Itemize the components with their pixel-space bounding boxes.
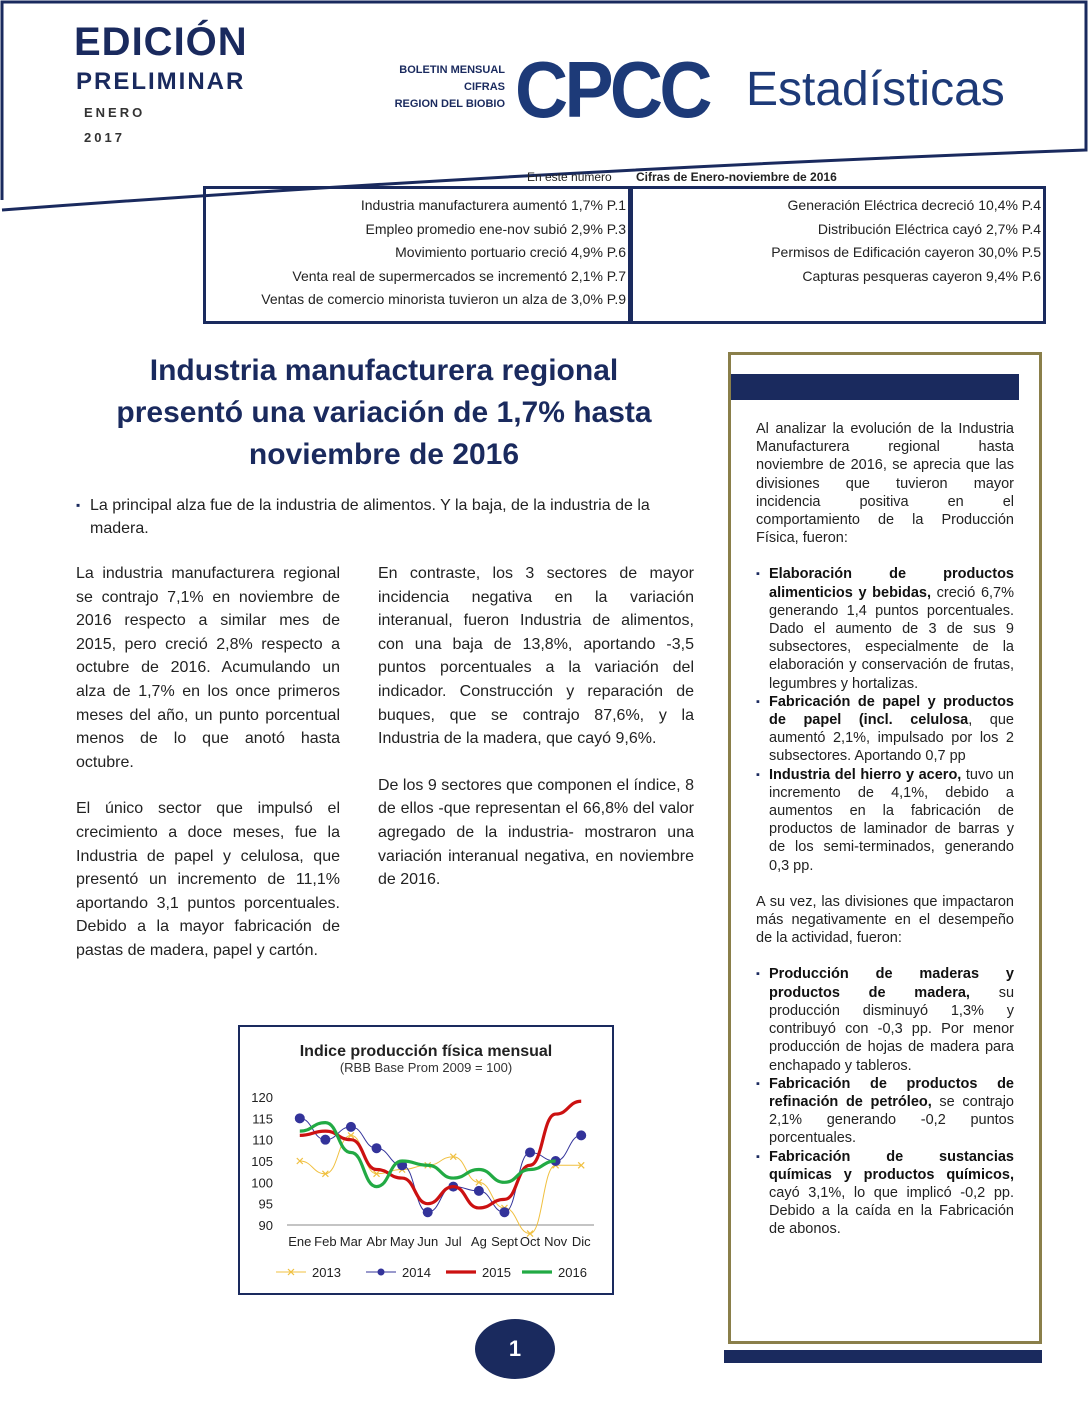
logo-estadisticas: Estadísticas [746, 63, 1005, 116]
toc-item[interactable]: Industria manufacturera aumentó 1,7% P.1 [360, 197, 626, 213]
item-title: Producción de maderas y productos de madera, [769, 966, 1014, 1001]
chart-subtitle: (RBB Base Prom 2009 = 100) [339, 1060, 513, 1075]
edition-year: 2017 [84, 130, 125, 145]
item-text: su producción disminuyó 1,3% y contribuyó con -0,3 pp. Por menor producción de hojas de madera para enchapado y tableros. [769, 984, 1015, 1074]
item-title: Fabricación de sustancias químicas y productos químicos, [769, 1148, 1014, 1183]
legend-label-2015: 2015 [482, 1265, 511, 1280]
y-tick-label: 90 [258, 1218, 273, 1233]
list-item [756, 766, 1014, 875]
toc-left [203, 186, 631, 324]
item-title: Fabricación de productos de refinación de petróleo, [769, 1075, 1014, 1110]
toc-item[interactable]: Capturas pesqueras cayeron 9,4% P.6 [802, 267, 1041, 284]
bulletin-line2: CIFRAS [464, 81, 505, 93]
legend-marker-2014 [378, 1269, 385, 1276]
x-tick-label: Oct [519, 1234, 541, 1249]
toc-item[interactable]: Ventas de comercio minorista tuvieron un alza de 3,0% P.9 [261, 291, 626, 307]
toc-item[interactable]: Generación Eléctrica decreció 10,4% P.4 [787, 197, 1041, 213]
x-tick-label: Dic [571, 1234, 591, 1249]
paragraph: En contraste, los 3 sectores de mayor incidencia negativa en la variación interanual, fueron Industria de alimentos, con una baja de 13,8%, aportando -3,5 puntos porcentuales a la variación del indicador. Construcción y reparación de buques, que se contrajo 87,6%, y la Industria de la madera, que cayó 9,6%. [378, 565, 694, 748]
article-column-right [378, 562, 694, 915]
legend-label-2016: 2016 [558, 1265, 587, 1280]
x-tick-label: Jun [417, 1234, 439, 1249]
series-line-2015 [300, 1101, 581, 1208]
list-item [756, 1075, 1014, 1148]
chart-svg [240, 1027, 612, 1293]
paragraph: De los 9 sectores que componen el índice, 8 de ellos -que representan el 66,8% del valor agregado de la industria- mostraron una variación interanual negativa, en noviembre de 2016. [378, 776, 694, 889]
bulletin-line3: REGION DEL BIOBIO [394, 98, 505, 110]
bulletin-line1: BOLETIN MENSUAL [399, 64, 505, 76]
series-line-2014 [300, 1118, 581, 1212]
x-tick-label: May [389, 1234, 415, 1249]
item-text: se contrajo 2,1% generando -0,2 puntos porcentuales. [769, 1093, 1014, 1147]
point-2014 [499, 1207, 509, 1217]
y-tick-label: 115 [252, 1111, 273, 1127]
sidebar-intro: Al analizar la evolución de la Industria Manufacturera regional hasta noviembre de 2016, se aprecia que las divisiones que tuvieron mayor incidencia positiva en el comportamiento de la Producción Física, fueron: [756, 421, 1014, 547]
y-tick-label: 95 [258, 1196, 273, 1212]
toc-item[interactable]: Distribución Eléctrica cayó 2,7% P.4 [817, 220, 1041, 237]
paragraph: El único sector que impulsó el crecimiento a doce meses, fue la Industria de papel y celulosa, que presentó un incremento de 11,1% aportando 3,1 puntos porcentuales. Debido a la mayor fabricación de pastas de madera, papel y cartón. [76, 800, 340, 959]
article-subhead: ▪ La principal alza fue de la industria de alimentos. Y la baja, de la industria de la madera. [76, 494, 696, 540]
paragraph: La industria manufacturera regional se contrajo 7,1% en noviembre de 2016 respecto a similar mes de 2015, pero creció 2,8% respecto a octubre de 2016. Acumulando un alza de 1,7% en los once primeros meses del año, un punto porcentual menos de lo que anotó hasta octubre. [76, 565, 340, 771]
point-2014 [576, 1130, 586, 1140]
list-item [756, 693, 1014, 766]
item-text: tuvo un incremento de 4,1%, debido a aumentos en la fabricación de productos de laminador de barras y de los semi-terminados, generando 0,3 pp. [769, 766, 1014, 874]
in-this-issue-label: En este número [527, 170, 612, 184]
point-2014 [295, 1113, 305, 1123]
item-title: Fabricación de papel y productos de papel (incl. celulosa [769, 693, 1014, 729]
x-tick-label: Jul [444, 1234, 462, 1249]
legend-label-2013: 2013 [312, 1265, 341, 1280]
list-item [756, 1148, 1014, 1239]
sidebar-text [756, 420, 1014, 1257]
x-tick-label: Nov [544, 1234, 568, 1249]
x-tick-label: Abr [366, 1234, 387, 1249]
item-text: cayó 3,1%, lo que implicó -0,2 pp. Debido a la caída en la Fabricación de abonos. [769, 1184, 1014, 1238]
positive-divisions-list [756, 565, 1014, 874]
point-2014 [346, 1122, 356, 1132]
point-2014 [474, 1186, 484, 1196]
toc-item[interactable]: Permisos de Edificación cayeron 30,0% P.5 [771, 244, 1041, 260]
y-tick-label: 120 [251, 1090, 273, 1105]
chart-title: Indice producción física mensual [299, 1043, 553, 1060]
point-2014 [320, 1135, 330, 1145]
y-tick-label: 100 [251, 1175, 273, 1191]
toc-item[interactable]: Venta real de supermercados se incrementó 2,1% P.7 [292, 267, 626, 284]
toc-item[interactable]: Movimiento portuario creció 4,9% P.6 [395, 244, 626, 260]
item-title: Industria del hierro y acero, [769, 766, 962, 783]
bulletin-info [345, 62, 505, 113]
item-text: creció 6,7% generando 1,4 puntos porcentuales. Dado el aumento de 3 de sus 9 subsectores, especialmente de la elaboración y conservación de frutas, legumbres y hortalizas. [769, 584, 1014, 692]
item-title: Elaboración de productos alimenticios y bebidas, [769, 566, 1014, 601]
headline-line: Industria manufacturera regional [149, 354, 619, 387]
toc-right [630, 186, 1046, 324]
negative-divisions-list [756, 965, 1014, 1238]
list-item [756, 565, 1014, 692]
toc-item[interactable]: Empleo promedio ene-nov subió 2,9% P.3 [365, 220, 626, 237]
y-tick-label: 110 [252, 1132, 273, 1148]
point-2014 [423, 1207, 433, 1217]
x-tick-label: Ene [288, 1234, 312, 1249]
edition-title: EDICIÓN [74, 20, 248, 64]
x-tick-label: Mar [339, 1234, 363, 1249]
article-headline [60, 350, 708, 476]
legend-label-2014: 2014 [402, 1265, 431, 1280]
list-item [756, 965, 1014, 1074]
article-column-left [76, 562, 340, 986]
sidebar-header-bar [731, 374, 1019, 400]
headline-line: presentó una variación de 1,7% hasta [116, 396, 652, 429]
sidebar-footer-bar [724, 1350, 1042, 1363]
page-number: 1 [475, 1319, 555, 1379]
issue-title: Cifras de Enero-noviembre de 2016 [636, 170, 837, 184]
y-tick-label: 105 [251, 1154, 273, 1169]
logo-cpcc: CPCC [515, 45, 709, 134]
x-tick-label: Ag [470, 1234, 487, 1249]
edition-month: ENERO [84, 105, 146, 120]
production-chart [238, 1025, 614, 1295]
sidebar-mid: A su vez, las divisiones que impactaron más negativamente en el desempeño de la actividad, fueron: [756, 893, 1014, 947]
x-tick-label: Sept [491, 1234, 518, 1249]
item-text: , que aumentó 2,1%, impulsado por los 2 subsectores. Aportando 0,7 pp [769, 712, 1014, 765]
point-2014 [372, 1143, 382, 1153]
edition-subtitle: PRELIMINAR [76, 68, 246, 95]
point-2014 [525, 1147, 535, 1157]
headline-line: noviembre de 2016 [248, 438, 520, 471]
x-tick-label: Feb [314, 1234, 337, 1249]
